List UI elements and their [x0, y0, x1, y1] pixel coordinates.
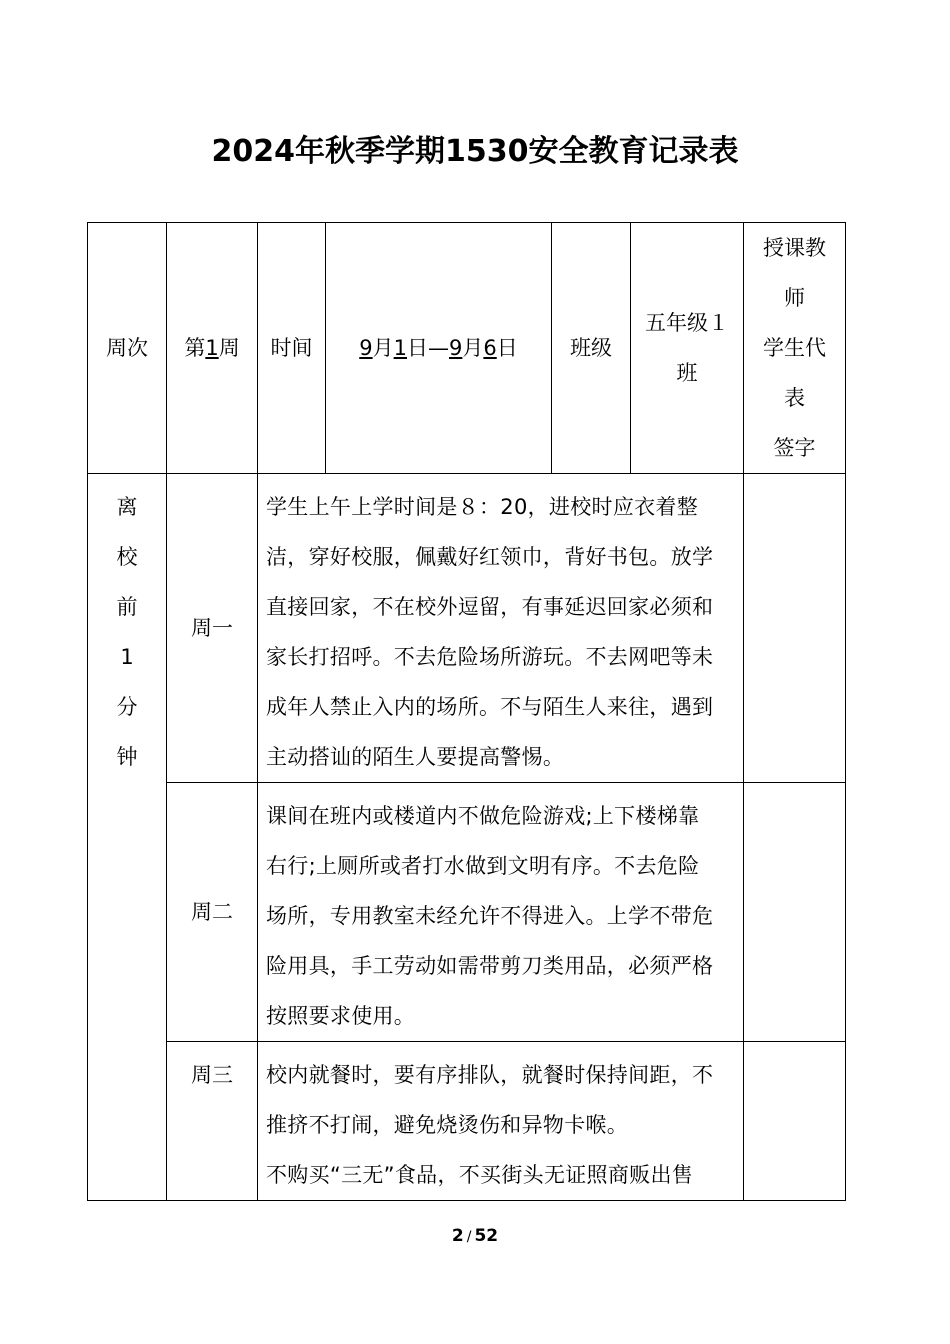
- content-line: 按照要求使用。: [266, 1004, 416, 1028]
- section-label-char: 分: [116, 695, 138, 719]
- class-value-line: 五年级１: [645, 311, 729, 335]
- day-label-cell: [167, 474, 258, 783]
- date-range: 9月1日—9月6日: [359, 336, 518, 360]
- class-label: 班级: [570, 336, 612, 360]
- content-line: 洁，穿好校服，佩戴好红领巾，背好书包。放学: [266, 545, 714, 569]
- section-label-char: 离: [116, 495, 138, 519]
- day-label: 周二: [191, 900, 233, 924]
- content-line: 不购买“三无”食品，不买街头无证照商贩出售: [266, 1163, 694, 1187]
- section-label-char: 前: [116, 595, 138, 619]
- day-content-cell: [258, 783, 744, 1042]
- section-label-char: 校: [116, 545, 138, 569]
- day-row: [88, 783, 846, 1042]
- content-line: 险用具，手工劳动如需带剪刀类用品，必须严格: [266, 954, 714, 978]
- time-label-cell: [258, 223, 326, 474]
- content-line: 直接回家，不在校外逗留，有事延迟回家必须和: [266, 595, 714, 619]
- signature-header-line: 学生代: [763, 336, 826, 360]
- day-label: 周三: [191, 1063, 233, 1087]
- content-line: 学生上午上学时间是８：20，进校时应衣着整: [266, 495, 699, 519]
- day-content-cell: [258, 1042, 744, 1201]
- section-label-char: 钟: [116, 745, 138, 769]
- class-value-line: 班: [676, 361, 698, 385]
- week-label: 周次: [106, 336, 148, 360]
- section-label-char: 1: [120, 645, 134, 669]
- signature-cell[interactable]: [744, 474, 846, 783]
- content-line: 场所，专用教室未经允许不得进入。上学不带危: [266, 904, 714, 928]
- document-title: 2024年秋季学期1530安全教育记录表: [211, 134, 739, 169]
- class-label-cell: [552, 223, 631, 474]
- week-label-cell: [88, 223, 167, 474]
- day-row: [88, 474, 846, 783]
- page-number: 2 / 52: [451, 1226, 499, 1246]
- content-line: 校内就餐时，要有序排队，就餐时保持间距，不: [266, 1063, 714, 1087]
- content-line: 主动搭讪的陌生人要提高警惕。: [266, 745, 565, 769]
- signature-header-cell: [744, 223, 846, 474]
- day-label: 周一: [191, 616, 233, 640]
- content-line: 家长打招呼。不去危险场所游玩。不去网吧等未: [266, 645, 714, 669]
- signature-header-line: 师: [784, 286, 805, 310]
- header-row: [88, 223, 846, 474]
- week-value-cell: [167, 223, 258, 474]
- content-line: 推挤不打闹，避免烧烫伤和异物卡喉。: [266, 1113, 629, 1137]
- day-label-cell: [167, 783, 258, 1042]
- day-label-cell: [167, 1042, 258, 1201]
- content-line: 成年人禁止入内的场所。不与陌生人来往，遇到: [266, 695, 714, 719]
- signature-header-line: 授课教: [763, 236, 826, 260]
- signature-cell[interactable]: [744, 1042, 846, 1201]
- day-row: [88, 1042, 846, 1201]
- week-value: 第1周: [184, 336, 240, 360]
- day-content-cell: [258, 474, 744, 783]
- signature-header-line: 表: [784, 386, 805, 410]
- date-range-cell: [326, 223, 552, 474]
- safety-record-table: [87, 222, 846, 1201]
- class-value-cell: [631, 223, 744, 474]
- section-label-cell: [88, 474, 167, 1201]
- content-line: 课间在班内或楼道内不做危险游戏;上下楼梯靠: [266, 804, 700, 828]
- signature-header-line: 签字: [773, 436, 816, 460]
- content-line: 右行;上厕所或者打水做到文明有序。不去危险: [266, 854, 700, 878]
- signature-cell[interactable]: [744, 783, 846, 1042]
- time-label: 时间: [270, 336, 313, 360]
